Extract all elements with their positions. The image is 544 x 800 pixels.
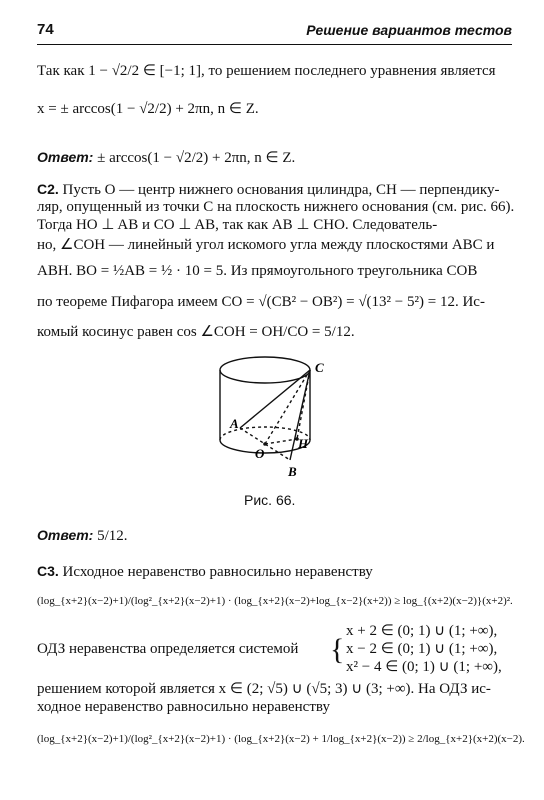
problem-c2-text: Пусть O — центр нижнего основания цилиндра, CH — перпендику- [62, 182, 500, 198]
text-line-1: Так как 1 − √2/2 ∈ [−1; 1], то решением последнего уравнения является [37, 63, 496, 79]
problem-c2-line-2: ляр, опущенный из точки C на плоскость нижнего основания (см. рис. 66). [37, 199, 515, 215]
answer-label: Ответ: [37, 149, 94, 165]
answer-c2 [37, 526, 128, 545]
bottom-front-arc [220, 440, 310, 453]
odz-text: ОДЗ неравенства определяется системой [37, 641, 299, 657]
label-B: B [288, 464, 297, 479]
figure-caption: Рис. 66. [244, 492, 296, 508]
c3-line-odz-solution: решением которой является x ∈ (2; √5) ∪ (√5; 3) ∪ (3; +∞). На ОДЗ ис- [37, 681, 491, 697]
answer-text: 5/12. [97, 528, 128, 544]
inequality-1: (log_{x+2}(x−2)+1)/(log²_{x+2}(x−2)+1) · (log_{x+2}(x−2)+log_{x−2}(x+2)) ≥ log_{(x+2)(x−2)}(x+2)². [37, 595, 513, 607]
formula-solution: x = ± arccos(1 − √2/2) + 2πn, n ∈ Z. [37, 101, 259, 117]
problem-c2-line-6: по теореме Пифагора имеем CO = √(CB² − OB²) = √(13² − 5²) = 12. Ис- [37, 294, 485, 310]
problem-number-c3: C3. [37, 563, 59, 579]
label-A: A [230, 416, 239, 431]
c3-line-equivalent: ходное неравенство равносильно неравенству [37, 699, 330, 715]
running-title: Решение вариантов тестов [306, 22, 512, 38]
label-C: C [315, 360, 324, 375]
label-O: O [255, 446, 265, 461]
segment-OH [265, 439, 297, 444]
problem-c3-text: Исходное неравенство равносильно неравенству [62, 564, 373, 580]
label-H: H [298, 436, 309, 451]
problem-c2-line-7: комый косинус равен cos ∠COH = OH/CO = 5/12. [37, 324, 355, 340]
problem-c3-line-1 [37, 562, 373, 581]
system-line-3: x² − 4 ∈ (0; 1) ∪ (1; +∞), [346, 659, 502, 675]
answer-label: Ответ: [37, 527, 94, 543]
system-brace: { [330, 633, 345, 666]
problem-number-c2: C2. [37, 181, 59, 197]
problem-c2-line-3: Тогда HO ⊥ AB и CO ⊥ AB, так как AB ⊥ CHO. Следователь- [37, 217, 438, 233]
problem-c2-line-4: но, ∠COH — линейный угол искомого угла между плоскостями ABC и [37, 237, 495, 253]
answer-text: ± arccos(1 − √2/2) + 2πn, n ∈ Z. [97, 150, 296, 166]
problem-c2-line-5: ABH. BO = ½AB = ½ · 10 = 5. Из прямоугольного треугольника COB [37, 263, 478, 279]
system-line-2: x − 2 ∈ (0; 1) ∪ (1; +∞), [346, 641, 498, 657]
system-line-1: x + 2 ∈ (0; 1) ∪ (1; +∞), [346, 623, 498, 639]
inequality-2: (log_{x+2}(x−2)+1)/(log²_{x+2}(x−2)+1) · (log_{x+2}(x−2) + 1/log_{x+2}(x−2)) ≥ 2/log_{x+2}(x+2)(x−2). [37, 733, 525, 745]
top-ellipse [220, 357, 310, 383]
page-number: 74 [37, 21, 54, 38]
